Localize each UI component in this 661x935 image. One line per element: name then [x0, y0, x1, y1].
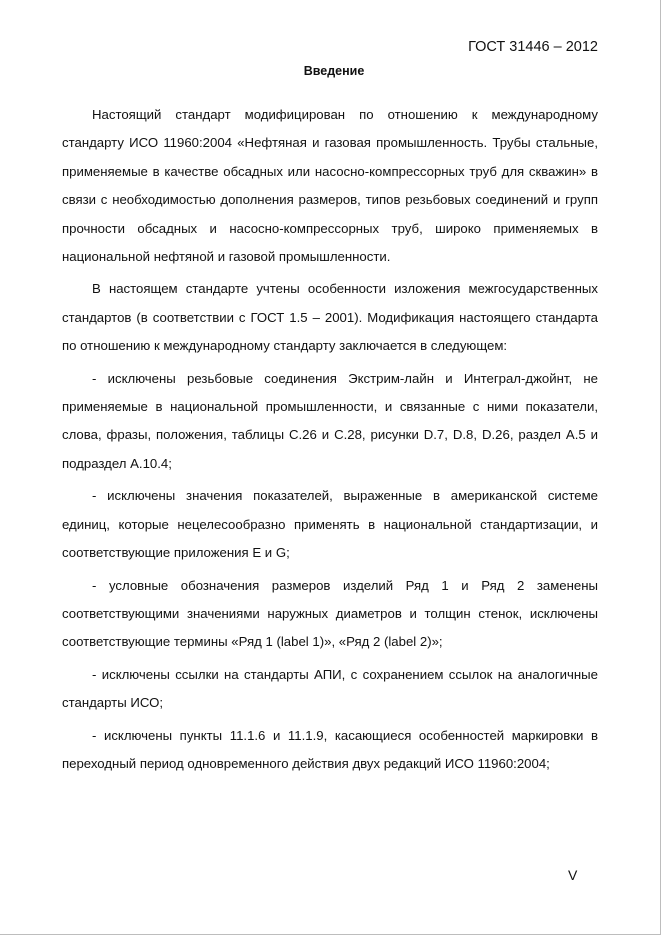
page-number: V: [568, 867, 578, 883]
list-item: - условные обозначения размеров изделий Ряд 1 и Ряд 2 заменены соответствующими значениями наружных диаметров и толщин стенок, исключены соответствующие термины «Ряд 1 (label 1)», «Ряд 2 (label 2)»;: [62, 577, 598, 650]
list-item: - исключены пункты 11.1.6 и 11.1.9, касающиеся особенностей маркировки в переходный период одновременного действия двух редакций ИСО 11960:2004;: [62, 727, 598, 771]
section-title: Введение: [303, 64, 365, 78]
document-code: ГОСТ 31446 – 2012: [468, 39, 598, 55]
list-item: - исключены резьбовые соединения Экстрим-лайн и Интеграл-джойнт, не применяемые в национальной промышленности, и связанные с ними показатели, слова, фразы, положения, таблицы С.26 и С.28, рисунки D.7, D.8, D.26, раздел А.5 и подраздел А.10.4;: [62, 370, 598, 471]
document-body: [62, 101, 598, 782]
list-item: - исключены значения показателей, выраженные в американской системе единиц, которые нецелесообразно применять в национальной стандартизации, и соответствующие приложения Е и G;: [62, 488, 598, 561]
paragraph: В настоящем стандарте учтены особенности изложения межгосударственных стандартов (в соответствии с ГОСТ 1.5 – 2001). Модификация настоящего стандарта по отношению к международному стандарту заключается в следующем:: [62, 281, 598, 354]
list-item: - исключены ссылки на стандарты АПИ, с сохранением ссылок на аналогичные стандарты ИСО;: [62, 666, 598, 711]
paragraph: Настоящий стандарт модифицирован по отношению к международному стандарту ИСО 11960:2004 «Нефтяная и газовая промышленность. Трубы стальные, применяемые в качестве обсадных или насосно-компрессорных труб для скважин» в связи с необходимостью дополнения размеров, типов резьбовых соединений и групп прочности обсадных и насосно-компрессорных труб, широко применяемых в национальной нефтяной и газовой промышленности.: [62, 107, 598, 265]
